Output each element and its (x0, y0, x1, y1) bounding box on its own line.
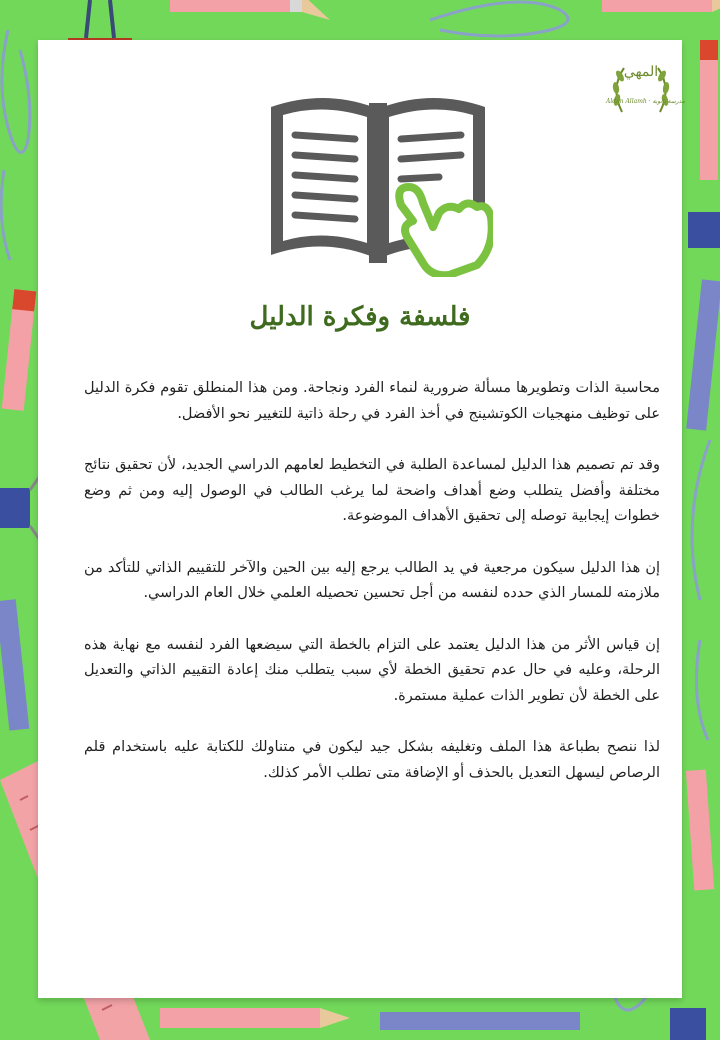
binder-clip-icon (688, 212, 720, 248)
pencil-icon (700, 40, 718, 180)
logo-caption: Aldan Allamh · مدرسة ثانوية (606, 98, 686, 105)
paperclip-icon (696, 640, 708, 740)
paperclip-icon (692, 440, 710, 600)
open-book-icon (263, 87, 493, 277)
pen-icon (686, 279, 720, 430)
laurel-wreath-icon (606, 50, 686, 130)
pencil-icon (2, 289, 36, 411)
pencil-icon (170, 0, 330, 20)
school-logo (606, 50, 686, 130)
pen-icon (380, 1012, 580, 1030)
paperclip-icon (2, 30, 30, 153)
paragraph: محاسبة الذات وتطويرها مسألة ضرورية لنماء الفرد ونجاحة. ومن هذا المنطلق تقوم فكرة الدليل على توظيف منهجيات الكوتشينج في أخذ الفرد في رحلة ذاتية للتغيير نحو الأفضل. (84, 380, 660, 422)
binder-clip-icon (670, 1008, 706, 1040)
document-page (38, 40, 686, 998)
pencil-icon (602, 0, 720, 12)
pencil-icon (160, 1008, 350, 1028)
body-text (84, 376, 660, 812)
paragraph: وقد تم تصميم هذا الدليل لمساعدة الطلبة في التخطيط لعامهم الدراسي الجديد، لأن تحقيق نتائج مختلفة وأفضل يتطلب وضع أهداف واضحة لما يرغب الطالب في الوصول إليه ومن ثم وضع خطوات إيجابية توصله إلى تحقيق الأهداف الموضوعة. (84, 457, 660, 524)
pencil-icon (686, 769, 714, 890)
pen-icon (0, 599, 29, 730)
paperclip-icon (430, 2, 568, 36)
paragraph: إن قياس الأثر من هذا الدليل يعتمد على التزام بالخطة التي سيضعها الفرد لنفسه مع نهاية هذه الرحلة، وعليه في حال عدم تحقيق الخطة لأي سبب يتطلب منك إعادة التقييم الذاتي والتعديل على الخطة لأن تطوير الذات عملية مستمرة. (84, 636, 660, 704)
paragraph: إن هذا الدليل سيكون مرجعية في يد الطالب يرجع إليه بين الحين والآخر للتقييم الذاتي للتأكد من ملازمته للمسار الذي حدده لنفسه من أجل تحسين تحصيله العلمي خلال العام الدراسي. (84, 559, 660, 601)
page-title: فلسفة وفكرة الدليل (249, 302, 471, 332)
paragraph: لذا ننصح بطباعة هذا الملف وتغليفه بشكل جيد ليكون في متناولك للكتابة عليه باستخدام قلم الرصاص ليسهل التعديل بالحذف أو الإضافة متى تطلب الأمر كذلك. (84, 739, 660, 781)
logo-arabic-text: المهي (623, 64, 659, 80)
paperclip-icon (1, 170, 10, 260)
